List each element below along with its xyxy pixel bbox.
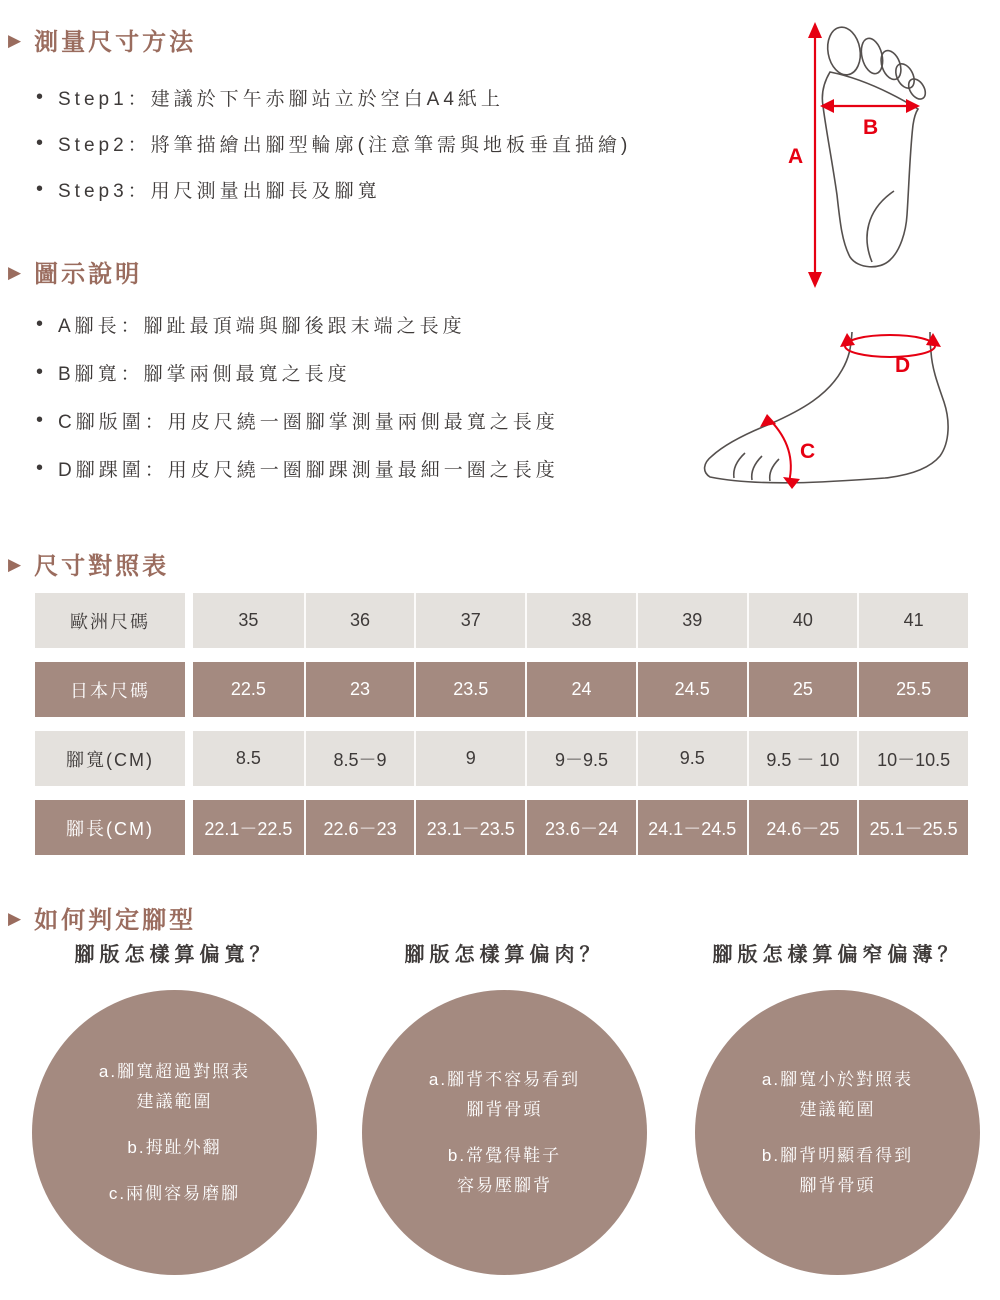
section-arrow-icon: ▶	[8, 263, 25, 282]
section-arrow-icon: ▶	[8, 909, 25, 928]
section-arrow-icon: ▶	[8, 31, 25, 50]
legend-items	[36, 300, 559, 492]
table-cell: 24	[525, 662, 636, 717]
row-header: 日本尺碼	[35, 662, 193, 717]
table-cell: 22.1－22.5	[193, 800, 304, 855]
foottype-line: b.拇趾外翻	[127, 1137, 222, 1157]
foottype-column-narrow	[685, 942, 990, 1275]
foottype-column-fleshy	[352, 942, 657, 1275]
bullet-icon: •	[36, 408, 44, 431]
row-header: 腳寬(CM)	[35, 731, 193, 786]
measure-title-text: 測量尺寸方法	[34, 29, 197, 56]
table-row-jp	[35, 662, 968, 717]
table-cell: 22.6－23	[304, 800, 415, 855]
table-cell: 23.5	[414, 662, 525, 717]
table-cell: 23	[304, 662, 415, 717]
legend-text: A腳長：腳趾最頂端與腳後跟末端之長度	[58, 315, 466, 337]
table-cell: 36	[304, 593, 415, 648]
sizechart-title-text: 尺寸對照表	[34, 553, 170, 580]
foottype-title-text: 如何判定腳型	[34, 907, 197, 934]
foottype-circle	[695, 990, 980, 1275]
label-B: B	[863, 116, 879, 139]
foottype-line: b.腳背明顯看得到	[761, 1145, 914, 1165]
size-chart-table	[35, 593, 968, 855]
measure-step	[36, 74, 631, 120]
bullet-icon: •	[36, 177, 44, 200]
table-cell: 35	[193, 593, 304, 648]
foottype-heading: 腳版怎樣算偏窄偏薄？	[712, 944, 963, 966]
foottype-line: 建議範圍	[136, 1091, 213, 1111]
table-cell: 41	[857, 593, 968, 648]
foottype-circle	[362, 990, 647, 1275]
label-A: A	[788, 145, 804, 168]
table-cell: 23.6－24	[525, 800, 636, 855]
label-C: C	[800, 440, 816, 463]
table-cell: 8.5	[193, 731, 304, 786]
legend-item	[36, 300, 559, 348]
table-cell: 9.5 － 10	[747, 731, 858, 786]
step-text: Step1：建議於下午赤腳站立於空白A4紙上	[58, 88, 504, 110]
bullet-icon: •	[36, 312, 44, 335]
legend-text: B腳寬：腳掌兩側最寬之長度	[58, 363, 351, 385]
row-header: 歐洲尺碼	[35, 593, 193, 648]
legend-title-text: 圖示說明	[34, 261, 143, 288]
foottype-circle	[32, 990, 317, 1275]
measure-section-title	[8, 22, 196, 57]
legend-section-title	[8, 254, 142, 289]
table-cell: 8.5－9	[304, 731, 415, 786]
label-D: D	[895, 354, 911, 377]
legend-text: C腳版圍：用皮尺繞一圈腳掌測量兩側最寬之長度	[58, 411, 559, 433]
table-cell: 25	[747, 662, 858, 717]
legend-item	[36, 396, 559, 444]
sizechart-section-title	[8, 546, 169, 581]
measure-steps	[36, 74, 631, 212]
table-cell: 24.5	[636, 662, 747, 717]
foottype-heading: 腳版怎樣算偏寬？	[74, 944, 275, 966]
step-text: Step3：用尺測量出腳長及腳寬	[58, 180, 381, 202]
table-cell: 25.1－25.5	[857, 800, 968, 855]
table-cell: 24.1－24.5	[636, 800, 747, 855]
table-row-eu	[35, 593, 968, 648]
foottype-line: 腳背骨頭	[466, 1099, 543, 1119]
foottype-line: c.兩側容易磨腳	[108, 1183, 241, 1203]
row-header: 腳長(CM)	[35, 800, 193, 855]
foottype-line: 建議範圍	[799, 1099, 876, 1119]
table-row-length	[35, 800, 968, 855]
table-cell: 40	[747, 593, 858, 648]
foottype-line: 腳背骨頭	[799, 1175, 876, 1195]
foottype-column-wide	[22, 942, 327, 1275]
step-text: Step2：將筆描繪出腳型輪廓(注意筆需與地板垂直描繪)	[58, 134, 632, 156]
table-cell: 25.5	[857, 662, 968, 717]
table-cell: 39	[636, 593, 747, 648]
bullet-icon: •	[36, 360, 44, 383]
foottype-line: b.常覺得鞋子	[447, 1145, 562, 1165]
legend-item	[36, 348, 559, 396]
table-cell: 24.6－25	[747, 800, 858, 855]
foottype-heading: 腳版怎樣算偏肉？	[404, 944, 605, 966]
measure-step	[36, 120, 631, 166]
foottype-line: a.腳寬小於對照表	[761, 1069, 914, 1089]
table-cell: 9－9.5	[525, 731, 636, 786]
table-cell: 9.5	[636, 731, 747, 786]
table-cell: 22.5	[193, 662, 304, 717]
table-cell: 38	[525, 593, 636, 648]
legend-text: D腳踝圍：用皮尺繞一圈腳踝測量最細一圈之長度	[58, 459, 559, 481]
legend-item	[36, 444, 559, 492]
foot-side-diagram	[690, 310, 1000, 510]
bullet-icon: •	[36, 131, 44, 154]
table-row-width	[35, 731, 968, 786]
table-cell: 37	[414, 593, 525, 648]
foottype-section-title	[8, 900, 196, 935]
foottype-line: a.腳背不容易看到	[428, 1069, 581, 1089]
foot-sole-diagram	[760, 10, 1000, 300]
table-cell: 10－10.5	[857, 731, 968, 786]
table-cell: 9	[414, 731, 525, 786]
foottype-line: 容易壓腳背	[457, 1175, 552, 1195]
bullet-icon: •	[36, 456, 44, 479]
section-arrow-icon: ▶	[8, 555, 25, 574]
foottype-line: a.腳寬超過對照表	[98, 1061, 251, 1081]
measure-step	[36, 166, 631, 212]
table-cell: 23.1－23.5	[414, 800, 525, 855]
bullet-icon: •	[36, 85, 44, 108]
